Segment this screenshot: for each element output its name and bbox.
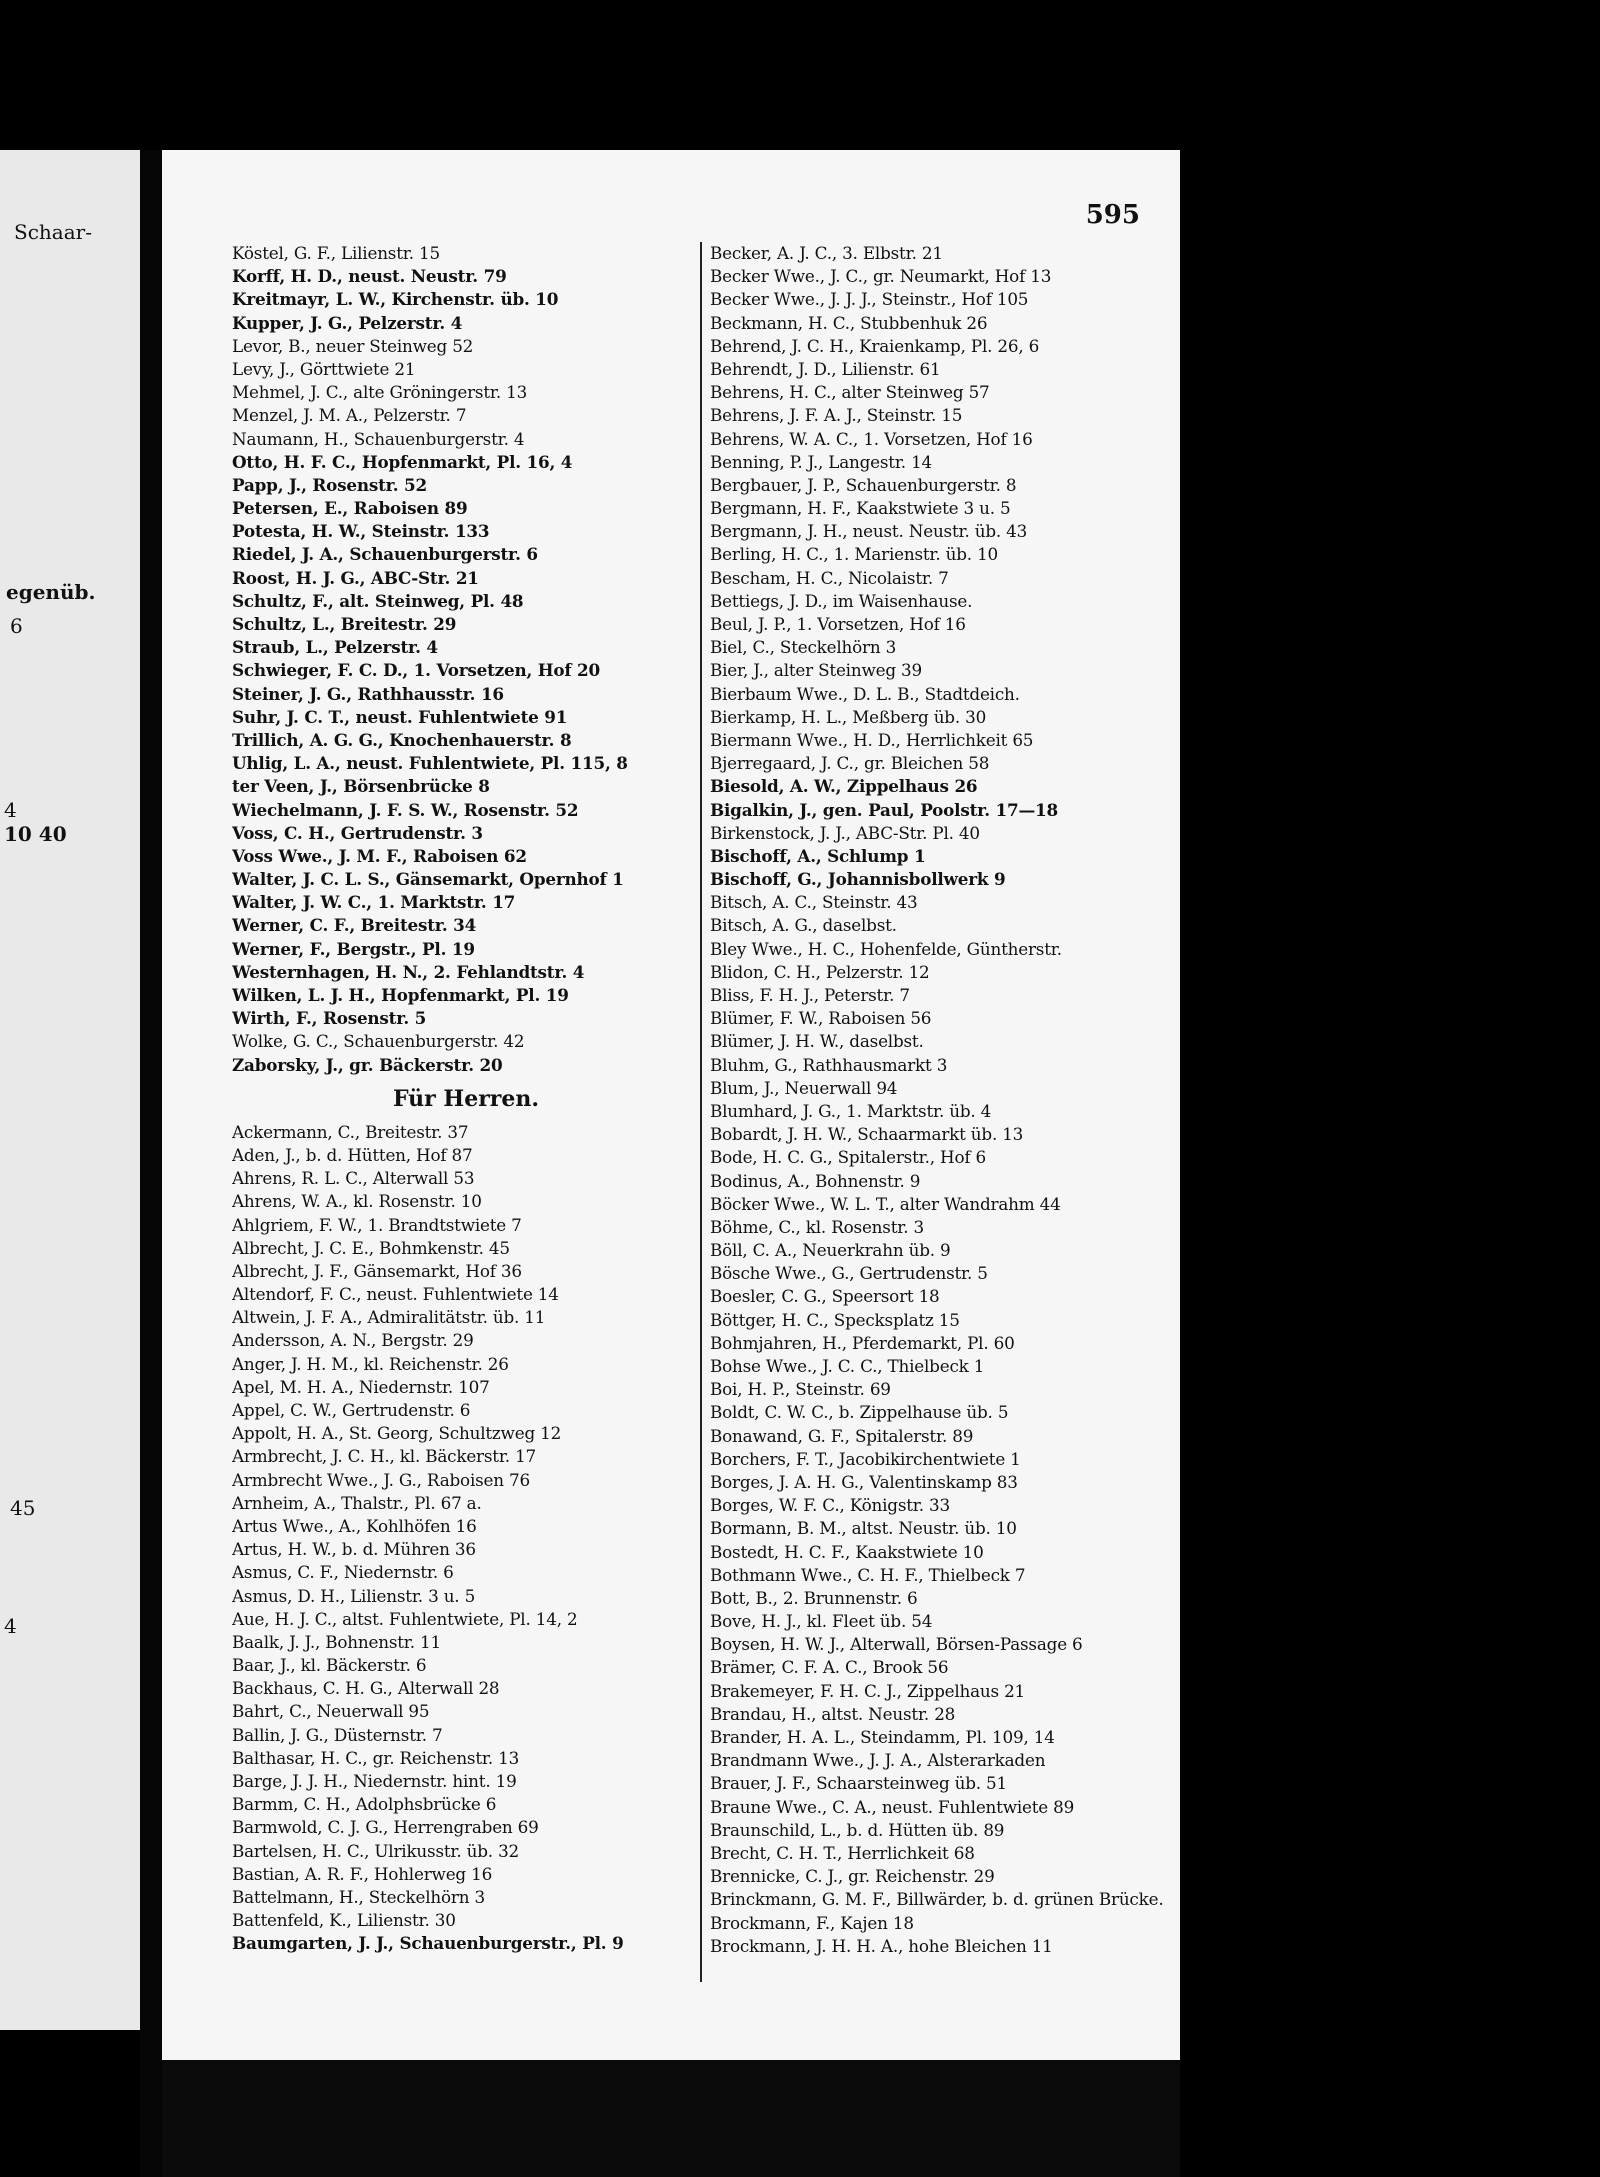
directory-entry: Wiechelmann, J. F. S. W., Rosenstr. 52 xyxy=(232,799,579,820)
directory-entry: Bergmann, H. F., Kaakstwiete 3 u. 5 xyxy=(710,498,1011,519)
directory-entry: Wolke, G. C., Schauenburgerstr. 42 xyxy=(232,1031,525,1052)
left-page-fragment: 45 xyxy=(10,1496,36,1520)
directory-entry: Beckmann, H. C., Stubbenhuk 26 xyxy=(710,312,988,333)
directory-entry: Kupper, J. G., Pelzerstr. 4 xyxy=(232,312,463,333)
scan-background xyxy=(162,2060,1180,2177)
directory-entry: Biesold, A. W., Zippelhaus 26 xyxy=(710,776,978,797)
directory-entry: Papp, J., Rosenstr. 52 xyxy=(232,474,427,495)
directory-entry: Bliss, F. H. J., Peterstr. 7 xyxy=(710,985,910,1005)
directory-entry: Blum, J., Neuerwall 94 xyxy=(710,1077,898,1098)
directory-entry: Andersson, A. N., Bergstr. 29 xyxy=(232,1330,474,1351)
directory-entry: Ahrens, R. L. C., Alterwall 53 xyxy=(232,1168,475,1189)
directory-entry: Artus, H. W., b. d. Mühren 36 xyxy=(232,1539,476,1560)
directory-entry: Borges, J. A. H. G., Valentinskamp 83 xyxy=(710,1471,1018,1492)
left-page-fragment: 4 xyxy=(4,798,17,822)
directory-entry: Levy, J., Görttwiete 21 xyxy=(232,358,416,379)
directory-entry: Bostedt, H. C. F., Kaakstwiete 10 xyxy=(710,1541,984,1562)
directory-entry: Bastian, A. R. F., Hohlerweg 16 xyxy=(232,1863,493,1884)
directory-entry: Boi, H. P., Steinstr. 69 xyxy=(710,1379,891,1400)
directory-entry: Borges, W. F. C., Königstr. 33 xyxy=(710,1495,950,1516)
directory-entry: Bettiegs, J. D., im Waisenhause. xyxy=(710,590,973,611)
directory-entry: Baalk, J. J., Bohnenstr. 11 xyxy=(232,1631,442,1652)
directory-page xyxy=(162,150,1180,2060)
directory-entry: Steiner, J. G., Rathhausstr. 16 xyxy=(232,683,504,704)
directory-entry: Bischoff, G., Johannisbollwerk 9 xyxy=(710,869,1006,890)
directory-entry: Bley Wwe., H. C., Hohenfelde, Güntherstr. xyxy=(710,938,1062,959)
directory-entry: Bormann, B. M., altst. Neustr. üb. 10 xyxy=(710,1518,1017,1539)
directory-entry: Bluhm, G., Rathhausmarkt 3 xyxy=(710,1054,948,1075)
directory-entry: Aden, J., b. d. Hütten, Hof 87 xyxy=(232,1144,473,1165)
directory-entry: Bjerregaard, J. C., gr. Bleichen 58 xyxy=(710,753,990,774)
directory-entry: Behrens, W. A. C., 1. Vorsetzen, Hof 16 xyxy=(710,428,1033,449)
directory-entry: Armbrecht, J. C. H., kl. Bäckerstr. 17 xyxy=(232,1446,537,1467)
directory-entry: Altendorf, F. C., neust. Fuhlentwiete 14 xyxy=(232,1284,559,1305)
directory-entry: Bodinus, A., Bohnenstr. 9 xyxy=(710,1170,921,1191)
directory-entry: Wirth, F., Rosenstr. 5 xyxy=(232,1008,427,1029)
directory-entry: Westernhagen, H. N., 2. Fehlandtstr. 4 xyxy=(232,961,585,982)
directory-entry: Benning, P. J., Langestr. 14 xyxy=(710,451,933,472)
directory-entry: Riedel, J. A., Schauenburgerstr. 6 xyxy=(232,544,538,565)
directory-entry: Böcker Wwe., W. L. T., alter Wandrahm 44 xyxy=(710,1193,1061,1214)
directory-entry: Birkenstock, J. J., ABC-Str. Pl. 40 xyxy=(710,822,980,843)
directory-entry: Battenfeld, K., Lilienstr. 30 xyxy=(232,1910,456,1931)
directory-entry: Battelmann, H., Steckelhörn 3 xyxy=(232,1886,485,1907)
right-column-entries xyxy=(710,242,1178,1958)
directory-entry: Bohse Wwe., J. C. C., Thielbeck 1 xyxy=(710,1356,985,1376)
directory-entry: Roost, H. J. G., ABC-Str. 21 xyxy=(232,567,479,588)
directory-entry: Schultz, L., Breitestr. 29 xyxy=(232,614,457,634)
directory-entry: Suhr, J. C. T., neust. Fuhlentwiete 91 xyxy=(232,706,568,727)
left-column-entries-gentlemen xyxy=(232,1121,700,1956)
directory-entry: Brander, H. A. L., Steindamm, Pl. 109, 14 xyxy=(710,1727,1055,1747)
directory-entry: Voss, C. H., Gertrudenstr. 3 xyxy=(232,822,483,843)
directory-entry: Schwieger, F. C. D., 1. Vorsetzen, Hof 20 xyxy=(232,660,600,681)
directory-entry: Bescham, H. C., Nicolaistr. 7 xyxy=(710,567,949,588)
directory-entry: Menzel, J. M. A., Pelzerstr. 7 xyxy=(232,405,467,426)
directory-entry: Baar, J., kl. Bäckerstr. 6 xyxy=(232,1655,427,1676)
directory-entry: Ackermann, C., Breitestr. 37 xyxy=(232,1121,469,1142)
directory-entry: Appolt, H. A., St. Georg, Schultzweg 12 xyxy=(232,1423,562,1444)
directory-entry: Armbrecht Wwe., J. G., Raboisen 76 xyxy=(232,1469,530,1490)
left-page-fragment: 6 xyxy=(10,614,23,638)
directory-entry: Bier, J., alter Steinweg 39 xyxy=(710,660,922,681)
directory-entry: Otto, H. F. C., Hopfenmarkt, Pl. 16, 4 xyxy=(232,451,573,472)
directory-entry: Behrend, J. C. H., Kraienkamp, Pl. 26, 6 xyxy=(710,335,1040,356)
directory-entry: Ahlgriem, F. W., 1. Brandtstwiete 7 xyxy=(232,1214,522,1235)
directory-entry: Biel, C., Steckelhörn 3 xyxy=(710,637,897,658)
directory-entry: Schultz, F., alt. Steinweg, Pl. 48 xyxy=(232,590,524,611)
directory-entry: Wilken, L. J. H., Hopfenmarkt, Pl. 19 xyxy=(232,985,569,1005)
directory-entry: Balthasar, H. C., gr. Reichenstr. 13 xyxy=(232,1747,520,1768)
directory-entry: Bonawand, G. F., Spitalerstr. 89 xyxy=(710,1425,974,1446)
directory-entry: Bergmann, J. H., neust. Neustr. üb. 43 xyxy=(710,521,1028,542)
facing-left-page xyxy=(0,150,140,2030)
directory-entry: Blidon, C. H., Pelzerstr. 12 xyxy=(710,961,930,982)
left-page-fragment: Schaar- xyxy=(14,220,92,244)
book-spine xyxy=(140,150,162,2177)
directory-entry: Böttger, H. C., Specksplatz 15 xyxy=(710,1309,960,1330)
directory-entry: Brakemeyer, F. H. C. J., Zippelhaus 21 xyxy=(710,1680,1026,1701)
left-page-fragment: egenüb. xyxy=(6,580,96,604)
directory-entry: Brennicke, C. J., gr. Reichenstr. 29 xyxy=(710,1866,995,1887)
directory-entry: Brandmann Wwe., J. J. A., Alsterarkaden xyxy=(710,1750,1046,1771)
directory-entry: Artus Wwe., A., Kohlhöfen 16 xyxy=(232,1515,477,1536)
directory-entry: Blümer, J. H. W., daselbst. xyxy=(710,1031,924,1052)
directory-entry: Voss Wwe., J. M. F., Raboisen 62 xyxy=(232,845,527,866)
directory-entry: Walter, J. W. C., 1. Marktstr. 17 xyxy=(232,892,516,913)
directory-entry: Böhme, C., kl. Rosenstr. 3 xyxy=(710,1216,924,1237)
directory-entry: Uhlig, L. A., neust. Fuhlentwiete, Pl. 115, 8 xyxy=(232,753,628,774)
left-column-entries-ladies xyxy=(232,242,700,1077)
directory-entry: Bahrt, C., Neuerwall 95 xyxy=(232,1701,430,1722)
directory-entry: Böll, C. A., Neuerkrahn üb. 9 xyxy=(710,1240,951,1261)
directory-entry: Bösche Wwe., G., Gertrudenstr. 5 xyxy=(710,1263,988,1284)
directory-entry: Braunschild, L., b. d. Hütten üb. 89 xyxy=(710,1819,1005,1840)
directory-entry: Apel, M. H. A., Niedernstr. 107 xyxy=(232,1376,490,1397)
page-number: 595 xyxy=(1085,200,1140,230)
directory-entry: Boldt, C. W. C., b. Zippelhause üb. 5 xyxy=(710,1402,1009,1423)
directory-entry: Blümer, F. W., Raboisen 56 xyxy=(710,1008,932,1029)
directory-entry: Boesler, C. G., Speersort 18 xyxy=(710,1286,940,1307)
directory-entry: Bischoff, A., Schlump 1 xyxy=(710,845,926,866)
directory-entry: Bartelsen, H. C., Ulrikusstr. üb. 32 xyxy=(232,1840,520,1861)
directory-entry: Asmus, D. H., Lilienstr. 3 u. 5 xyxy=(232,1585,476,1606)
directory-entry: Biermann Wwe., H. D., Herrlichkeit 65 xyxy=(710,729,1034,750)
directory-entry: Bitsch, A. G., daselbst. xyxy=(710,915,897,936)
directory-entry: Brandau, H., altst. Neustr. 28 xyxy=(710,1703,956,1724)
directory-entry: Appel, C. W., Gertrudenstr. 6 xyxy=(232,1400,471,1420)
section-heading: Für Herren. xyxy=(392,1085,540,1112)
directory-entry: Becker Wwe., J. C., gr. Neumarkt, Hof 13 xyxy=(710,266,1052,287)
directory-entry: Asmus, C. F., Niedernstr. 6 xyxy=(232,1562,454,1583)
directory-entry: Bothmann Wwe., C. H. F., Thielbeck 7 xyxy=(710,1564,1026,1585)
directory-entry: Braune Wwe., C. A., neust. Fuhlentwiete 89 xyxy=(710,1796,1075,1817)
directory-entry: Behrens, H. C., alter Steinweg 57 xyxy=(710,382,990,403)
directory-entry: Bitsch, A. C., Steinstr. 43 xyxy=(710,892,918,913)
directory-entry: Ahrens, W. A., kl. Rosenstr. 10 xyxy=(232,1191,482,1212)
directory-entry: Petersen, E., Raboisen 89 xyxy=(232,498,468,519)
directory-entry: Aue, H. J. C., altst. Fuhlentwiete, Pl. 14, 2 xyxy=(232,1608,578,1629)
directory-entry: Becker, A. J. C., 3. Elbstr. 21 xyxy=(710,243,943,263)
directory-entry: Arnheim, A., Thalstr., Pl. 67 a. xyxy=(232,1492,482,1513)
directory-entry: Blumhard, J. G., 1. Marktstr. üb. 4 xyxy=(710,1100,992,1121)
directory-entry: Bergbauer, J. P., Schauenburgerstr. 8 xyxy=(710,474,1017,495)
directory-entry: Barmm, C. H., Adolphsbrücke 6 xyxy=(232,1794,497,1815)
left-column xyxy=(232,242,700,1956)
directory-entry: Brinckmann, G. M. F., Billwärder, b. d. grünen Brücke. xyxy=(710,1889,1164,1910)
directory-entry: Barge, J. J. H., Niedernstr. hint. 19 xyxy=(232,1771,517,1791)
directory-entry: Brecht, C. H. T., Herrlichkeit 68 xyxy=(710,1842,975,1863)
directory-entry: Trillich, A. G. G., Knochenhauerstr. 8 xyxy=(232,729,572,750)
directory-entry: Brauer, J. F., Schaarsteinweg üb. 51 xyxy=(710,1773,1008,1794)
directory-entry: Baumgarten, J. J., Schauenburgerstr., Pl. 9 xyxy=(232,1933,624,1954)
directory-entry: Naumann, H., Schauenburgerstr. 4 xyxy=(232,428,525,449)
directory-entry: Borchers, F. T., Jacobikirchentwiete 1 xyxy=(710,1448,1021,1469)
directory-entry: Behrendt, J. D., Lilienstr. 61 xyxy=(710,358,941,379)
directory-entry: Potesta, H. W., Steinstr. 133 xyxy=(232,521,490,542)
directory-entry: Altwein, J. F. A., Admiralitätstr. üb. 11 xyxy=(232,1307,546,1328)
directory-entry: Barmwold, C. J. G., Herrengraben 69 xyxy=(232,1817,539,1838)
directory-entry: ter Veen, J., Börsenbrücke 8 xyxy=(232,776,490,797)
directory-entry: Albrecht, J. C. E., Bohmkenstr. 45 xyxy=(232,1237,510,1258)
right-column xyxy=(700,242,1178,1982)
directory-entry: Korff, H. D., neust. Neustr. 79 xyxy=(232,266,507,287)
directory-entry: Behrens, J. F. A. J., Steinstr. 15 xyxy=(710,405,963,426)
directory-entry: Zaborsky, J., gr. Bäckerstr. 20 xyxy=(232,1054,503,1075)
directory-entry: Anger, J. H. M., kl. Reichenstr. 26 xyxy=(232,1353,509,1374)
directory-entry: Bove, H. J., kl. Fleet üb. 54 xyxy=(710,1611,933,1632)
directory-entry: Werner, C. F., Breitestr. 34 xyxy=(232,915,477,936)
directory-entry: Bierkamp, H. L., Meßberg üb. 30 xyxy=(710,706,987,727)
left-page-fragment: 10 40 xyxy=(4,822,67,846)
directory-entry: Werner, F., Bergstr., Pl. 19 xyxy=(232,938,475,959)
directory-entry: Becker Wwe., J. J. J., Steinstr., Hof 105 xyxy=(710,289,1029,310)
directory-entry: Bigalkin, J., gen. Paul, Poolstr. 17—18 xyxy=(710,799,1058,820)
directory-entry: Berling, H. C., 1. Marienstr. üb. 10 xyxy=(710,544,999,565)
directory-entry: Kreitmayr, L. W., Kirchenstr. üb. 10 xyxy=(232,289,559,310)
directory-entry: Bobardt, J. H. W., Schaarmarkt üb. 13 xyxy=(710,1124,1024,1145)
directory-entry: Bode, H. C. G., Spitalerstr., Hof 6 xyxy=(710,1147,986,1168)
directory-entry: Walter, J. C. L. S., Gänsemarkt, Opernhof 1 xyxy=(232,869,624,890)
directory-entry: Backhaus, C. H. G., Alterwall 28 xyxy=(232,1678,500,1699)
directory-entry: Albrecht, J. F., Gänsemarkt, Hof 36 xyxy=(232,1260,522,1281)
left-page-fragment: 4 xyxy=(4,1614,17,1638)
directory-entry: Brockmann, J. H. H. A., hohe Bleichen 11 xyxy=(710,1935,1053,1956)
directory-entry: Beul, J. P., 1. Vorsetzen, Hof 16 xyxy=(710,614,966,634)
directory-entry: Boysen, H. W. J., Alterwall, Börsen-Passage 6 xyxy=(710,1634,1083,1655)
directory-entry: Bott, B., 2. Brunnenstr. 6 xyxy=(710,1587,918,1608)
directory-entry: Brämer, C. F. A. C., Brook 56 xyxy=(710,1657,949,1678)
directory-entry: Köstel, G. F., Lilienstr. 15 xyxy=(232,243,440,263)
directory-entry: Ballin, J. G., Düsternstr. 7 xyxy=(232,1724,443,1745)
directory-entry: Brockmann, F., Kajen 18 xyxy=(710,1912,914,1933)
directory-entry: Levor, B., neuer Steinweg 52 xyxy=(232,335,474,356)
directory-entry: Straub, L., Pelzerstr. 4 xyxy=(232,637,438,658)
directory-entry: Bohmjahren, H., Pferdemarkt, Pl. 60 xyxy=(710,1332,1015,1353)
directory-entry: Mehmel, J. C., alte Gröningerstr. 13 xyxy=(232,382,528,403)
directory-entry: Bierbaum Wwe., D. L. B., Stadtdeich. xyxy=(710,683,1020,704)
